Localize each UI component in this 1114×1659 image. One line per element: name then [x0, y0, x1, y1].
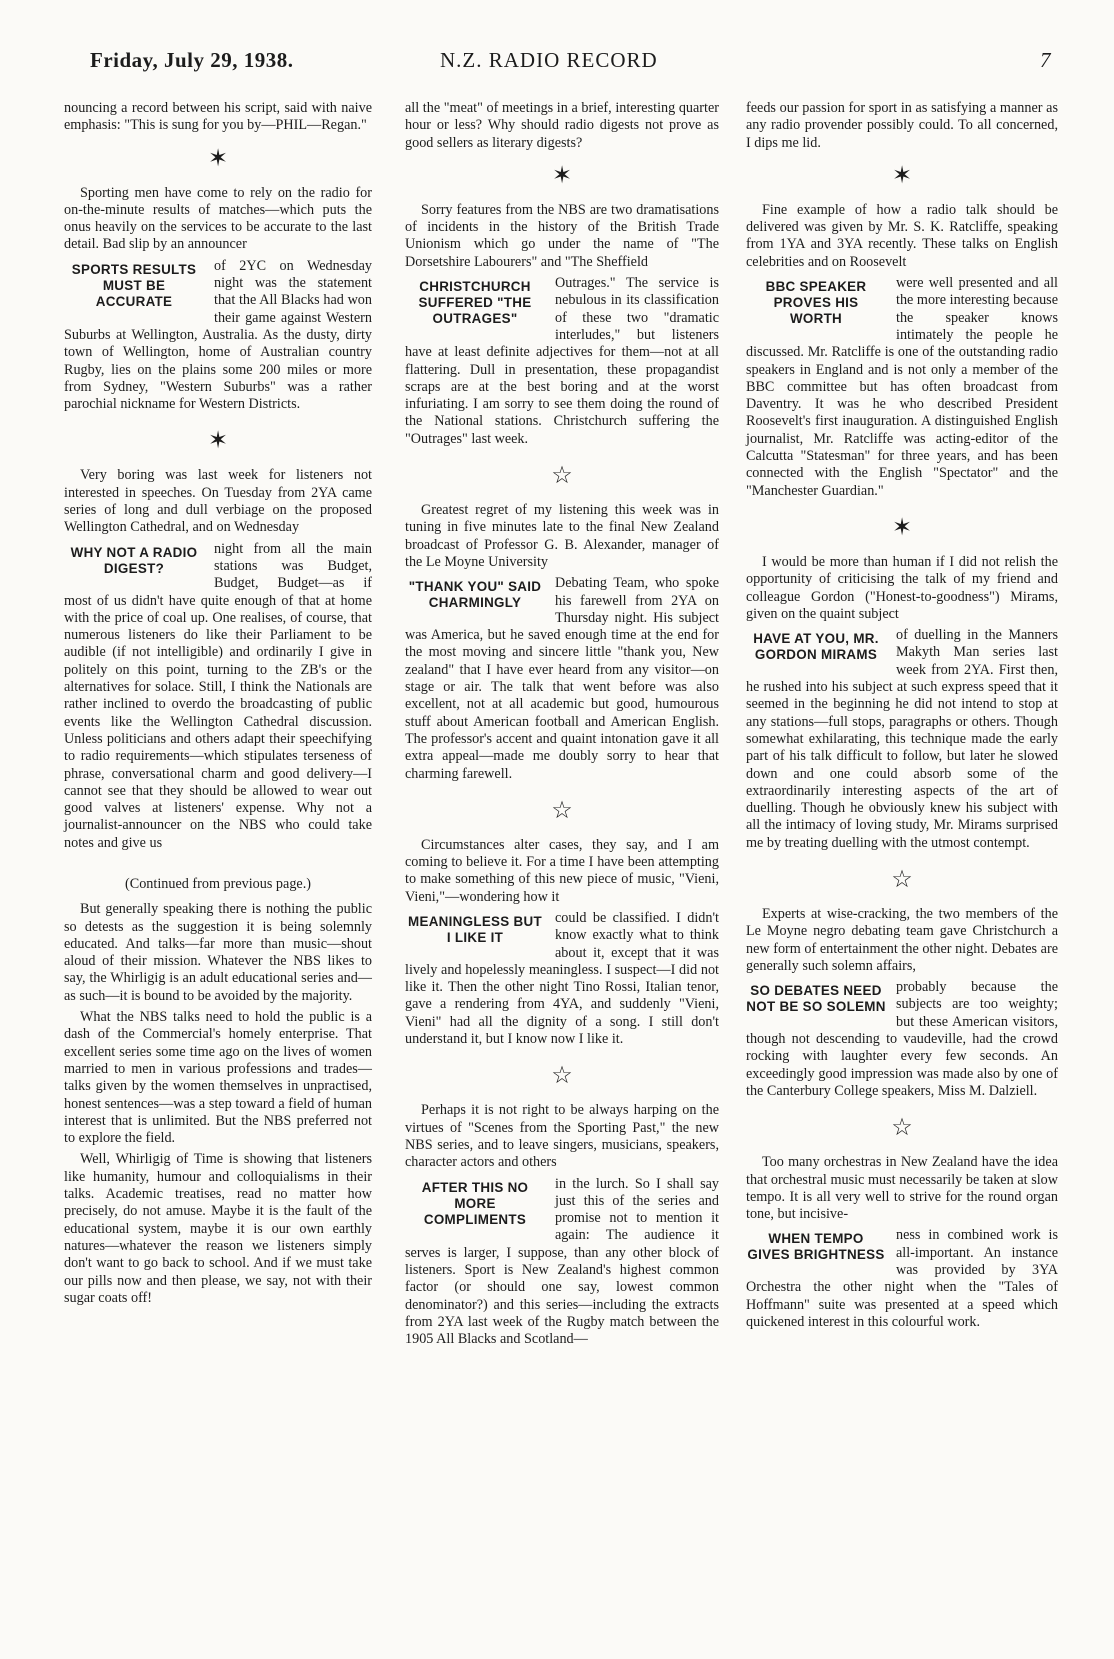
- article-lead: Perhaps it is not right to be always harping on the virtues of "Scenes from the Sporting Past," the new NBS series, and to leave singers, musicians, speakers, character actors and others: [405, 1102, 719, 1171]
- article-headline: WHY NOT A RADIO DIGEST?: [70, 544, 198, 576]
- article-debates: [746, 906, 1058, 1104]
- article-body: night from all the main stations was Budget, Budget, Budget—as if most of us didn't have quite enough of that at home with the price of coal up. One realises, of course, that numerous listeners do like their Parliament to be audible (if not intelligible) and ordinarily I give in politely on this point, turning to the ZB's or the alternatives for solace. Still, I think the Nationals are rather inclined to overdo the broadcasting of public events like the Wellington Cathedral discussion. Unless politicians and others adapt their speechifying to radio requirements—which stipulates terseness of phrase, conversational charm and good delivery—I cannot see that they should be allowed to wear out good valves at listeners' expense. Why not a journalist-announcer on the NBS who could take notes and give us: [64, 540, 372, 851]
- article-body: of duelling in the Manners Makyth Man series last week from 2YA. First then, he rushed into his subject at such express speed that it seemed in the beginning he did not intend to stop at any stations—full stops, paragraphs or others. Though somewhat exhilarating, this technique made the early part of his talk difficult to follow, but later he slowed down and one could absorb some of the extraordinarily interesting aspects of the art of duelling. Though he obviously knew his subject with all the intimacy of loving study, Mr. Mirams surprised me by treating duelling with the utmost contempt.: [746, 627, 1058, 851]
- article-christchurch-outrages: [405, 202, 719, 452]
- article-tempo: [746, 1154, 1058, 1335]
- article-lead: I would be more than human if I did not relish the opportunity of criticising the talk of my friend and colleague Gordon ("Honest-to-goodness") Mirams, given on the quaint subject: [746, 553, 1058, 622]
- section-divider-star-icon: ✶: [207, 145, 229, 172]
- article-headline: HAVE AT YOU, MR. GORDON MIRAMS: [753, 631, 879, 663]
- article-headline: AFTER THIS NO MORE COMPLIMENTS: [421, 1179, 529, 1227]
- article-headline: "THANK YOU" SAID CHARMINGLY: [408, 579, 542, 611]
- article-lead: Sporting men have come to rely on the radio for on-the-minute results of matches—which puts the onus heavily on the services to be accurate to the last detail. Bad slip by an announcer: [64, 184, 372, 253]
- article-body: Debating Team, who spoke his farewell from 2YA on Thursday night. His subject was America, but he saved enough time at the end for the most moving and sincere little "thank you, New zealand" that I have ever heard from any visitor—on stage or air. The talk that went before was also excellent, not at all academic but good, humourous stuff about American football and American English. The professor's accent and quaint intonation gave it all extra appeal—made me doubly sorry to hear that charming farewell.: [405, 575, 719, 782]
- article-thank-you: [405, 502, 719, 787]
- publication-title: N.Z. RADIO RECORD: [440, 48, 658, 72]
- continued-note: (Continued from previous page.): [125, 875, 311, 892]
- article-headline: MEANINGLESS BUT I LIKE IT: [408, 913, 542, 945]
- section-divider-star-icon: ✶: [891, 162, 913, 189]
- paragraph: nouncing a record between his script, said with naive emphasis: "This is sung for you by—PHIL—Regan.": [64, 100, 372, 134]
- issue-date: Friday, July 29, 1938.: [90, 48, 294, 72]
- section-divider-star-icon: ☆: [891, 866, 913, 893]
- article-no-more-compliments: [405, 1102, 719, 1352]
- section-divider-star-icon: ✶: [891, 514, 913, 541]
- section-divider-star-icon: ✶: [551, 162, 573, 189]
- section-divider-star-icon: ☆: [551, 463, 573, 490]
- article-body: were well presented and all the more interesting because the speaker knows intimately the people he discussed. Mr. Ratcliffe is one of the outstanding radio speakers in England and is not only a member of the BBC committee but has often broadcast from Daventry. It was he who described President Roosevelt's first inauguration. A distinguished English journalist, Mr. Ratcliffe was acting-editor of the Calcutta "Statesman" for three years, and has been connected with the English "Spectator" and the "Manchester Guardian.": [746, 275, 1058, 499]
- page-number: 7: [1040, 48, 1051, 72]
- article-headline: CHRISTCHURCH SUFFERED "THE OUTRAGES": [418, 279, 532, 327]
- article-bbc-speaker: [746, 202, 1058, 504]
- paragraph: Well, Whirligig of Time is showing that listeners like humanity, humour and colloquialisms in their talks. Academic treatises, read no matter how precisely, do not amuse. Maybe it is the fault of the educational system, maybe it is our own earthly natures—whatever the reason we listeners simply don't want to go back to school. And if we must take our pills now and then please, we say, not with their sugar coats off!: [64, 1151, 372, 1306]
- article-headline: SPORTS RESULTS MUST BE ACCURATE: [71, 261, 197, 309]
- article-headline: BBC SPEAKER PROVES HIS WORTH: [765, 279, 867, 327]
- article-body: of 2YC on Wednesday night was the statement that the All Blacks had won their game against Western Suburbs at Wellington, Australia. As the dusty, dirty town of Wellington, home of Australian country Rugby, lies on the plains some 200 miles or more from Sydney, "Western Suburbs" was a rather parochial nickname for Western Districts.: [64, 257, 372, 413]
- paragraph: But generally speaking there is nothing the public so detests as the suggestion it is being solemnly educated. And talks—far more than music—shout aloud of their mission. Whatever the NBS likes to say, the Whirligig is an adult educational series and—as such—it is bound to be avoided by the majority.: [64, 901, 372, 1004]
- article-radio-digest: [64, 467, 372, 856]
- article-body: in the lurch. So I shall say just this of the series and promise not to mention it again: The audience it serves is larger, I suppose, than any other block of listeners. Sport is New Zealand's highest common factor (or should one say, lowest common denominator?) and this series—including the extracts from 2YA last week of the Rugby match between the 1905 All Blacks and Scotland—: [405, 1175, 719, 1348]
- article-lead: Experts at wise-cracking, the two members of the Le Moyne negro debating team gave Christchurch a new form of entertainment the other night. Debates are generally such solemn affairs,: [746, 905, 1058, 974]
- article-lead: Sorry features from the NBS are two dramatisations of incidents in the history of the British Trade Unionism which go under the name of "The Dorsetshire Labourers" and "The Sheffield: [405, 201, 719, 270]
- article-body: ness in combined work is all-important. An instance was provided by 3YA Orchestra the other night when the "Tales of Hoffmann" suite was presented at a speed which quickened interest in this colourful work.: [746, 1227, 1058, 1330]
- article-lead: Greatest regret of my listening this week was in tuning in five minutes late to the final New Zealand broadcast of Professor G. B. Alexander, manager of the Le Moyne University: [405, 502, 719, 570]
- article-lead: Fine example of how a radio talk should be delivered was given by Mr. S. K. Ratcliffe, speaking from 1YA and 3YA recently. These talks on English celebrities and on Roosevelt: [746, 201, 1058, 270]
- section-divider-star-icon: ☆: [891, 1115, 913, 1142]
- article-headline: SO DEBATES NEED NOT BE SO SOLEMN: [746, 983, 886, 1015]
- paragraph: feeds our passion for sport in as satisfying a manner as any radio provender possibly could. To all concerned, I dips me lid.: [746, 100, 1058, 151]
- article-lead: Circumstances alter cases, they say, and I am coming to believe it. For a time I have been attempting to make something of this new piece of music, "Vieni, Vieni,"—wondering how it: [405, 836, 719, 905]
- article-meaningless: [405, 837, 719, 1053]
- article-gordon-mirams: [746, 554, 1058, 856]
- article-body: probably because the subjects are too weighty; but these American visitors, though not descending to vaudeville, had the crowd rocking with laughter every few seconds. An exceedingly good impression was made also by one of the Canterbury College speakers, Miss M. Dalziell.: [746, 979, 1058, 1099]
- article-body: Outrages." The service is nebulous in its classification of these two "dramatic interludes," but listeners have at least definite adjectives for them—not at all flattering. Dull in presentation, these propagandist scraps are at the best boring and at the worst infuriating. I am sorry to see them doing the round of the National stations. Christchurch suffering the "Outrages" last week.: [405, 275, 719, 447]
- section-divider-star-icon: ☆: [551, 1063, 573, 1090]
- section-divider-star-icon: ☆: [551, 797, 573, 824]
- article-body: could be classified. I didn't know exactly what to think about it, except that it was lively and hopelessly meaningless. I suspect—I did not like it. Then the other night Tino Rossi, Italian tenor, gave a rendering from 4YA, and suddenly "Vieni, Vieni" had all the dignity of a song. I still don't understand it, but I know now I like it.: [405, 909, 719, 1048]
- column-3: [746, 100, 1058, 1335]
- paragraph: all the "meat" of meetings in a brief, interesting quarter hour or less? Why should radio digests not prove as good sellers as literary digests?: [405, 100, 719, 151]
- section-divider-star-icon: ✶: [207, 428, 229, 455]
- article-lead: Very boring was last week for listeners not interested in speeches. On Tuesday from 2YA came series of long and dull verbiage on the proposed Wellington Cathedral, and on Wednesday: [64, 467, 372, 536]
- article-sports-results: [64, 185, 372, 418]
- paragraph: What the NBS talks need to hold the public is a dash of the Commercial's homely enterprise. That excellent series some time ago on the lives of women married to men in various professions and trades—talks given by the women themselves in unpractised, honest sentences—was a step toward a field of human interest that is unlimited. But the NBS preferred not to explore the field.: [64, 1009, 372, 1147]
- article-headline: WHEN TEMPO GIVES BRIGHTNESS: [747, 1231, 885, 1263]
- article-lead: Too many orchestras in New Zealand have the idea that orchestral music must necessarily be taken at slow tempo. It is all very well to strive for the round organ tone, but incisive-: [746, 1154, 1058, 1223]
- page-header: [0, 0, 1114, 80]
- column-1: [64, 100, 372, 1311]
- column-2: [405, 100, 719, 1353]
